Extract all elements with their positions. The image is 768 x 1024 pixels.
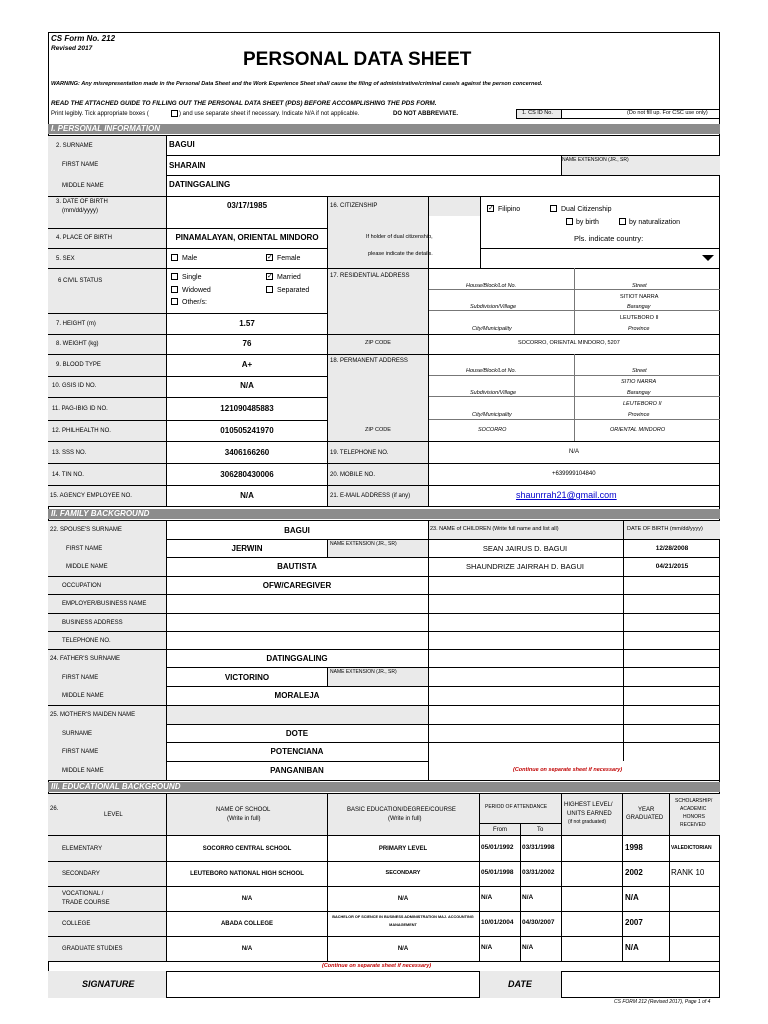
filipino-label: Filipino (498, 206, 521, 213)
perm-street-value[interactable]: SITIO NARRA (621, 379, 657, 385)
edu-to[interactable]: N/A (522, 944, 534, 951)
married-label: Married (277, 274, 301, 281)
year-header-1: YEAR (638, 807, 655, 813)
middle-name-label: MIDDLE NAME (62, 183, 104, 189)
telephone-value[interactable]: N/A (569, 449, 580, 455)
widowed-label: Widowed (182, 287, 211, 294)
widowed-checkbox[interactable] (171, 286, 178, 293)
do-not-abbreviate: DO NOT ABBREVIATE. (393, 111, 459, 117)
perm-zip-label: ZIP CODE (365, 427, 391, 433)
surname-value[interactable]: BAGUI (169, 140, 195, 149)
child-2-name[interactable]: SHAUNDRIZE JAIRRAH D. BAGUI (466, 562, 584, 571)
residential-address-label: 17. RESIDENTIAL ADDRESS (330, 273, 410, 279)
edu-highest[interactable]: N/A (625, 943, 639, 952)
edu-from[interactable]: 05/01/1998 (481, 869, 514, 876)
course-subheader: (Write in full) (388, 816, 422, 822)
edu-course[interactable]: N/A (397, 896, 409, 902)
gsis-value[interactable]: N/A (240, 381, 254, 390)
by-birth-checkbox[interactable] (566, 218, 573, 225)
cs-id-label: 1. CS ID No. (522, 110, 553, 116)
separated-label: Separated (277, 287, 310, 294)
edu-course[interactable]: PRIMARY LEVEL (378, 846, 428, 852)
mother-middle-name-value[interactable]: PANGANIBAN (270, 766, 324, 775)
dual-citizenship-label: Dual Citizenship (561, 206, 612, 213)
honors-header-2: ACADEMIC (680, 806, 707, 812)
blood-type-label: 9. BLOOD TYPE (56, 362, 101, 368)
child-1-name[interactable]: SEAN JAIRUS D. BAGUI (482, 544, 568, 553)
tick-sample-box (171, 110, 178, 117)
employer-label: EMPLOYER/BUSINESS NAME (62, 601, 147, 607)
tin-label: 14. TIN NO. (52, 472, 84, 478)
perm-city-label: City/Municipality (472, 412, 512, 418)
res-province-label: Province (628, 326, 650, 332)
dob-label: 3. DATE OF BIRTH (56, 199, 108, 205)
period-header: PERIOD OF ATTENDANCE (485, 804, 548, 810)
surname-label: 2. SURNAME (56, 143, 93, 149)
by-naturalization-checkbox[interactable] (619, 218, 626, 225)
agency-label: 15. AGENCY EMPLOYEE NO. (50, 493, 132, 499)
res-street-label: Street (632, 283, 647, 289)
perm-zip-province[interactable]: ORIENTAL MINDORO (610, 427, 666, 433)
civil-status-label: 6 CIVIL STATUS (58, 278, 103, 284)
perm-street-label: Street (632, 368, 647, 374)
mother-first-name-label: FIRST NAME (62, 749, 99, 755)
page-footer: CS FORM 212 (Revised 2017), Page 1 of 4 (614, 999, 711, 1005)
male-label: Male (182, 255, 198, 262)
first-name-value[interactable]: SHARAIN (169, 161, 206, 170)
name-extension-label: NAME EXTENSION (JR., SR) (562, 157, 629, 163)
perm-barangay-value[interactable]: LEUTEBORO II (623, 401, 662, 407)
section-personal-information: I. PERSONAL INFORMATION (48, 124, 720, 134)
cs-id-note: (Do not fill up. For CSC use only) (627, 110, 708, 116)
children-dob-label: DATE OF BIRTH (mm/dd/yyyy) (627, 526, 703, 532)
warning-text: WARNING: Any misrepresentation made in the Personal Data Sheet and the Work Experience Sheet shall cause the filing of administrative/criminal case/s against the person concerned. (51, 81, 543, 87)
res-zip-label: ZIP CODE (365, 340, 391, 346)
honors-header-4: RECEIVED (680, 822, 706, 828)
single-checkbox[interactable] (171, 273, 178, 280)
weight-value[interactable]: 76 (242, 339, 252, 348)
honors-header-3: HONORS (683, 814, 705, 820)
edu-from[interactable]: 10/01/2004 (481, 919, 514, 926)
dual-citizenship-checkbox[interactable] (550, 205, 557, 212)
business-address-label: BUSINESS ADDRESS (62, 620, 123, 626)
edu-level: COLLEGE (62, 921, 91, 927)
female-label: Female (277, 255, 301, 262)
date-field[interactable] (562, 972, 719, 997)
school-header: NAME OF SCHOOL (216, 807, 271, 813)
child-2-dob[interactable]: 04/21/2015 (655, 563, 689, 570)
print-legibly-text-2: ) and use separate sheet if necessary. Indicate N/A if not applicable. (179, 111, 360, 117)
married-checkbox[interactable]: ✓ (267, 273, 273, 280)
edu-school[interactable]: N/A (241, 896, 253, 902)
spouse-name-ext-label: NAME EXTENSION (JR., SR) (330, 541, 397, 547)
weight-label: 8. WEIGHT (kg) (56, 341, 99, 347)
edu-highest[interactable]: N/A (625, 893, 639, 902)
edu-honors[interactable]: VALEDICTORIAN (671, 845, 712, 851)
edu-school[interactable]: LEUTEBORO NATIONAL HIGH SCHOOL (190, 871, 304, 877)
edu-to[interactable]: 03/31/1998 (522, 844, 555, 851)
signature-field[interactable] (167, 972, 478, 997)
spouse-surname-value[interactable]: BAGUI (284, 526, 310, 535)
others-label: Other/s: (182, 299, 207, 306)
perm-zip-city[interactable]: SOCORRO (478, 427, 507, 433)
edu-school[interactable]: SOCORRO CENTRAL SCHOOL (202, 846, 292, 852)
pls-indicate-country: Pls. indicate country: (574, 234, 644, 243)
spouse-middle-name-label: MIDDLE NAME (66, 564, 108, 570)
highest-header-1: HIGHEST LEVEL/ (564, 802, 613, 808)
dob-format: (mm/dd/yyyy) (62, 208, 98, 214)
height-value[interactable]: 1.57 (239, 319, 255, 328)
father-middle-name-value[interactable]: MORALEJA (274, 691, 320, 700)
edu-level: SECONDARY (62, 871, 100, 877)
gsis-label: 10. GSIS ID NO. (52, 383, 97, 389)
country-dropdown-arrow-icon[interactable] (702, 255, 714, 261)
spouse-middle-name-value[interactable]: BAUTISTA (277, 562, 317, 571)
edu-course-line2[interactable]: MANAGEMENT (389, 923, 417, 927)
spouse-first-name-label: FIRST NAME (66, 546, 103, 552)
res-zip-value[interactable]: SOCORRO, ORIENTAL MINDORO, 5207 (518, 340, 620, 346)
mother-surname-value[interactable]: DOTE (285, 729, 309, 738)
mother-first-name-value[interactable]: POTENCIANA (270, 747, 324, 756)
child-1-dob[interactable]: 12/28/2008 (655, 545, 689, 552)
middle-name-value[interactable]: DATINGGALING (169, 180, 231, 189)
sss-value[interactable]: 3406166260 (224, 448, 270, 457)
edu-year[interactable]: 2007 (625, 918, 643, 927)
female-checkbox[interactable]: ✓ (267, 254, 273, 261)
pob-label: 4. PLACE OF BIRTH (56, 235, 112, 241)
father-first-name-value[interactable]: VICTORINO (224, 673, 270, 682)
edu-school[interactable]: ABADA COLLEGE (220, 921, 274, 927)
perm-subdivision-label: Subdivision/Village (470, 390, 517, 396)
edu-level-line2: TRADE COURSE (62, 900, 110, 906)
edu-to[interactable]: N/A (522, 894, 534, 901)
level-header: LEVEL (104, 812, 123, 818)
edu-school[interactable]: N/A (241, 946, 253, 952)
by-naturalization-label: by naturalization (629, 219, 680, 226)
res-barangay-label: Barangay (627, 304, 651, 310)
male-checkbox[interactable] (171, 254, 178, 261)
to-header: To (537, 827, 544, 833)
guide-instruction: READ THE ATTACHED GUIDE TO FILLING OUT THE PERSONAL DATA SHEET (PDS) BEFORE ACCOMPLISHING THE PDS FORM. (51, 100, 437, 107)
blood-type-value[interactable]: A+ (241, 360, 253, 369)
spouse-first-name-value[interactable]: JERWIN (231, 544, 263, 553)
dual-note-2: please indicate the details. (368, 251, 433, 257)
edu-to[interactable]: 03/31/2002 (522, 869, 555, 876)
mother-middle-name-label: MIDDLE NAME (62, 768, 104, 774)
children-label: 23. NAME of CHILDREN (Write full name and list all) (430, 526, 559, 532)
family-continue-note: (Continue on separate sheet if necessary) (513, 767, 623, 773)
single-label: Single (182, 274, 202, 281)
edu-to[interactable]: 04/30/2007 (522, 919, 555, 926)
education-number: 26. (50, 806, 59, 812)
dual-note-1: If holder of dual citizenship, (366, 234, 433, 240)
others-checkbox[interactable] (171, 298, 178, 305)
res-subdivision-label: Subdivision/Village (470, 304, 517, 310)
edu-course[interactable]: BACHELOR OF SCIENCE IN BUSINESS ADMINISTRATION MAJ. ACCOUNTING (332, 915, 474, 919)
date-label: DATE (508, 979, 532, 989)
res-city-label: City/Municipality (472, 326, 512, 332)
mobile-label: 20. MOBILE NO. (330, 472, 376, 478)
father-name-ext-label: NAME EXTENSION (JR., SR) (330, 669, 397, 675)
email-value[interactable]: shaunrrah21@gmail.com (516, 490, 617, 500)
edu-honors[interactable]: RANK 10 (671, 868, 705, 877)
sss-label: 13. SSS NO. (52, 450, 87, 456)
edu-level: GRADUATE STUDIES (62, 946, 123, 952)
father-first-name-label: FIRST NAME (62, 675, 99, 681)
highest-header-3: (if not graduated) (568, 819, 607, 825)
mother-surname-label: SURNAME (62, 731, 93, 737)
email-label: 21. E-MAIL ADDRESS (if any) (330, 493, 411, 499)
separated-checkbox[interactable] (266, 286, 273, 293)
perm-barangay-label: Barangay (627, 390, 651, 396)
edu-year[interactable]: 2002 (625, 868, 643, 877)
res-house-label: House/Block/Lot No. (466, 283, 517, 289)
year-header-2: GRADUATED (626, 815, 664, 821)
spouse-telephone-label: TELEPHONE NO. (62, 638, 111, 644)
edu-level: VOCATIONAL / (62, 891, 104, 897)
perm-province-label: Province (628, 412, 650, 418)
occupation-value[interactable]: OFW/CAREGIVER (262, 581, 332, 590)
father-surname-label: 24. FATHER'S SURNAME (50, 656, 121, 662)
edu-from[interactable]: N/A (481, 894, 493, 901)
print-legibly-text: Print legibly. Tick appropriate boxes ( (51, 111, 149, 117)
pagibig-value[interactable]: 121090485883 (220, 404, 274, 413)
res-street-value[interactable]: SITIOT NARRA (620, 294, 659, 300)
spouse-surname-label: 22. SPOUSE'S SURNAME (50, 527, 122, 533)
edu-year[interactable]: 1998 (625, 843, 643, 852)
edu-course[interactable]: SECONDARY (385, 870, 421, 876)
pagibig-label: 11. PAG-IBIG ID NO. (52, 406, 108, 412)
tin-value[interactable]: 306280430006 (220, 470, 274, 479)
highest-header-2: UNITS EARNED (567, 811, 612, 817)
by-birth-label: by birth (576, 219, 599, 226)
filipino-checkbox[interactable]: ✓ (488, 205, 494, 212)
education-continue-note: (Continue on separate sheet if necessary) (322, 963, 432, 969)
school-subheader: (Write in full) (227, 816, 261, 822)
telephone-label: 19. TELEPHONE NO. (330, 450, 389, 456)
edu-course[interactable]: N/A (397, 946, 409, 952)
father-middle-name-label: MIDDLE NAME (62, 693, 104, 699)
signature-label: SIGNATURE (82, 979, 135, 989)
philhealth-label: 12. PHILHEALTH NO. (52, 428, 111, 434)
pob-value[interactable]: PINAMALAYAN, ORIENTAL MINDORO (175, 233, 319, 242)
edu-from[interactable]: N/A (481, 944, 493, 951)
first-name-label: FIRST NAME (62, 162, 99, 168)
citizenship-label: 16. CITIZENSHIP (330, 203, 378, 209)
permanent-address-label: 18. PERMANENT ADDRESS (330, 358, 408, 364)
father-surname-value[interactable]: DATINGGALING (266, 654, 328, 663)
form-revision: Revised 2017 (51, 45, 93, 52)
dob-value[interactable]: 03/17/1985 (226, 201, 268, 210)
edu-from[interactable]: 05/01/1992 (481, 844, 514, 851)
mobile-value[interactable]: +639999104840 (552, 471, 596, 477)
philhealth-value[interactable]: 010505241970 (220, 426, 274, 435)
course-header: BASIC EDUCATION/DEGREE/COURSE (347, 807, 456, 813)
form-number: CS Form No. 212 (51, 34, 116, 43)
edu-level: ELEMENTARY (62, 846, 103, 852)
mother-maiden-name-label: 25. MOTHER'S MAIDEN NAME (50, 712, 136, 718)
section-family-background: II. FAMILY BACKGROUND (48, 509, 720, 519)
from-header: From (493, 827, 507, 833)
sex-label: 5. SEX (56, 256, 75, 262)
page-title: PERSONAL DATA SHEET (243, 49, 472, 70)
section-educational-background: III. EDUCATIONAL BACKGROUND (48, 782, 720, 792)
res-barangay-value[interactable]: LEUTEBORO II (620, 315, 659, 321)
honors-header-1: SCHOLARSHIP/ (675, 798, 713, 804)
perm-house-label: House/Block/Lot No. (466, 368, 517, 374)
height-label: 7. HEIGHT (m) (56, 321, 96, 327)
agency-value[interactable]: N/A (240, 491, 254, 500)
occupation-label: OCCUPATION (62, 583, 102, 589)
